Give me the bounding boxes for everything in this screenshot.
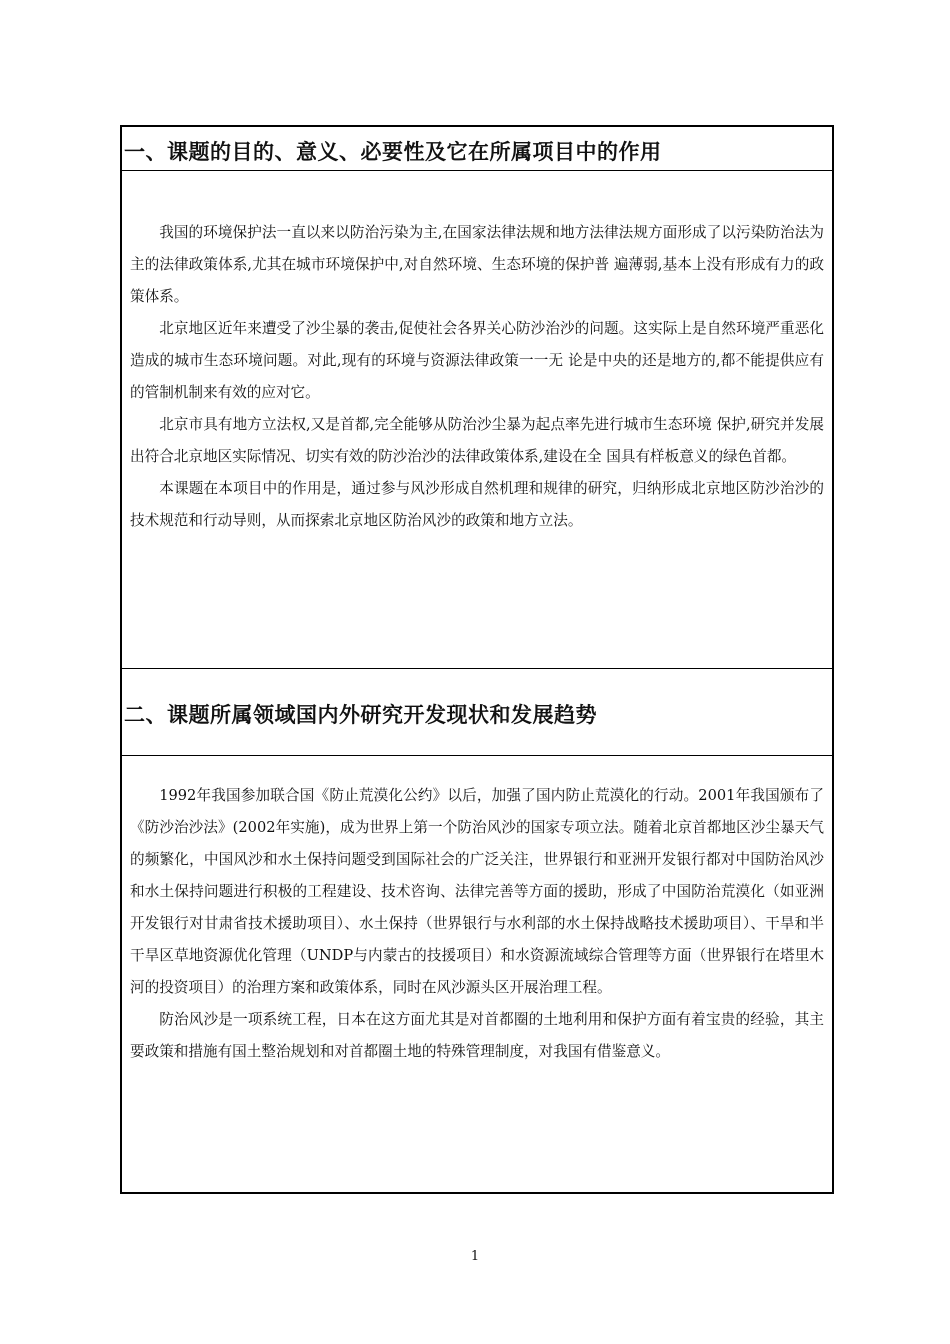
section2-header-divider <box>122 755 832 756</box>
document-table <box>120 125 834 1194</box>
section1-paragraph: 北京地区近年来遭受了沙尘暴的袭击,促使社会各界关心防沙治沙的问题。这实际上是自然环境严重恶化造成的城市生态环境问题。对此,现有的环境与资源法律政策一一无 论是中央的还是地方的,都不能提供应有的管制机制来有效的应对它。 <box>130 320 824 401</box>
section2-body <box>130 780 824 1068</box>
section2-paragraph: 防治风沙是一项系统工程，日本在这方面尤其是对首都圈的土地利用和保护方面有着宝贵的经验，其主要政策和措施有国土整治规划和对首都圈土地的特殊管理制度，对我国有借鉴意义。 <box>130 1011 824 1060</box>
section-divider <box>122 668 832 669</box>
section1-heading: 一、课题的目的、意义、必要性及它在所属项目中的作用 <box>124 140 662 164</box>
section1-header-row <box>122 127 832 171</box>
section1-paragraph: 我国的环境保护法一直以来以防治污染为主,在国家法律法规和地方法律法规方面形成了以污染防治法为主的法律政策体系,尤其在城市环境保护中,对自然环境、生态环境的保护普 遍薄弱,基本上没有形成有力的政策体系。 <box>130 224 824 305</box>
section1-paragraph: 本课题在本项目中的作用是，通过参与风沙形成自然机理和规律的研究，归纳形成北京地区防沙治沙的技术规范和行动导则，从而探索北京地区防治风沙的政策和地方立法。 <box>130 480 824 529</box>
section1-paragraph: 北京市具有地方立法权,又是首都,完全能够从防治沙尘暴为起点率先进行城市生态环境 保护,研究并发展出符合北京地区实际情况、切实有效的防沙治沙的法律政策体系,建设在全 国具有样板意义的绿色首都。 <box>130 416 824 465</box>
section1-body <box>130 217 824 537</box>
page-number: 1 <box>470 1249 480 1264</box>
section2-paragraph: 1992年我国参加联合国《防止荒漠化公约》以后，加强了国内防止荒漠化的行动。2001年我国颁布了《防沙治沙法》(2002年实施)，成为世界上第一个防治风沙的国家专项立法。随着北京首都地区沙尘暴天气的频繁化，中国风沙和水土保持问题受到国际社会的广泛关注，世界银行和亚洲开发银行都对中国防治风沙和水土保持问题进行积极的工程建设、技术咨询、法律完善等方面的援助，形成了中国防治荒漠化（如亚洲开发银行对甘肃省技术援助项目）、水土保持（世界银行与水利部的水土保持战略技术援助项目）、干旱和半干旱区草地资源优化管理（UNDP与内蒙古的技援项目）和水资源流域综合管理等方面（世界银行在塔里木河的投资项目）的治理方案和政策体系，同时在风沙源头区开展治理工程。 <box>130 787 824 996</box>
section2-heading: 二、课题所属领域国内外研究开发现状和发展趋势 <box>124 703 597 727</box>
